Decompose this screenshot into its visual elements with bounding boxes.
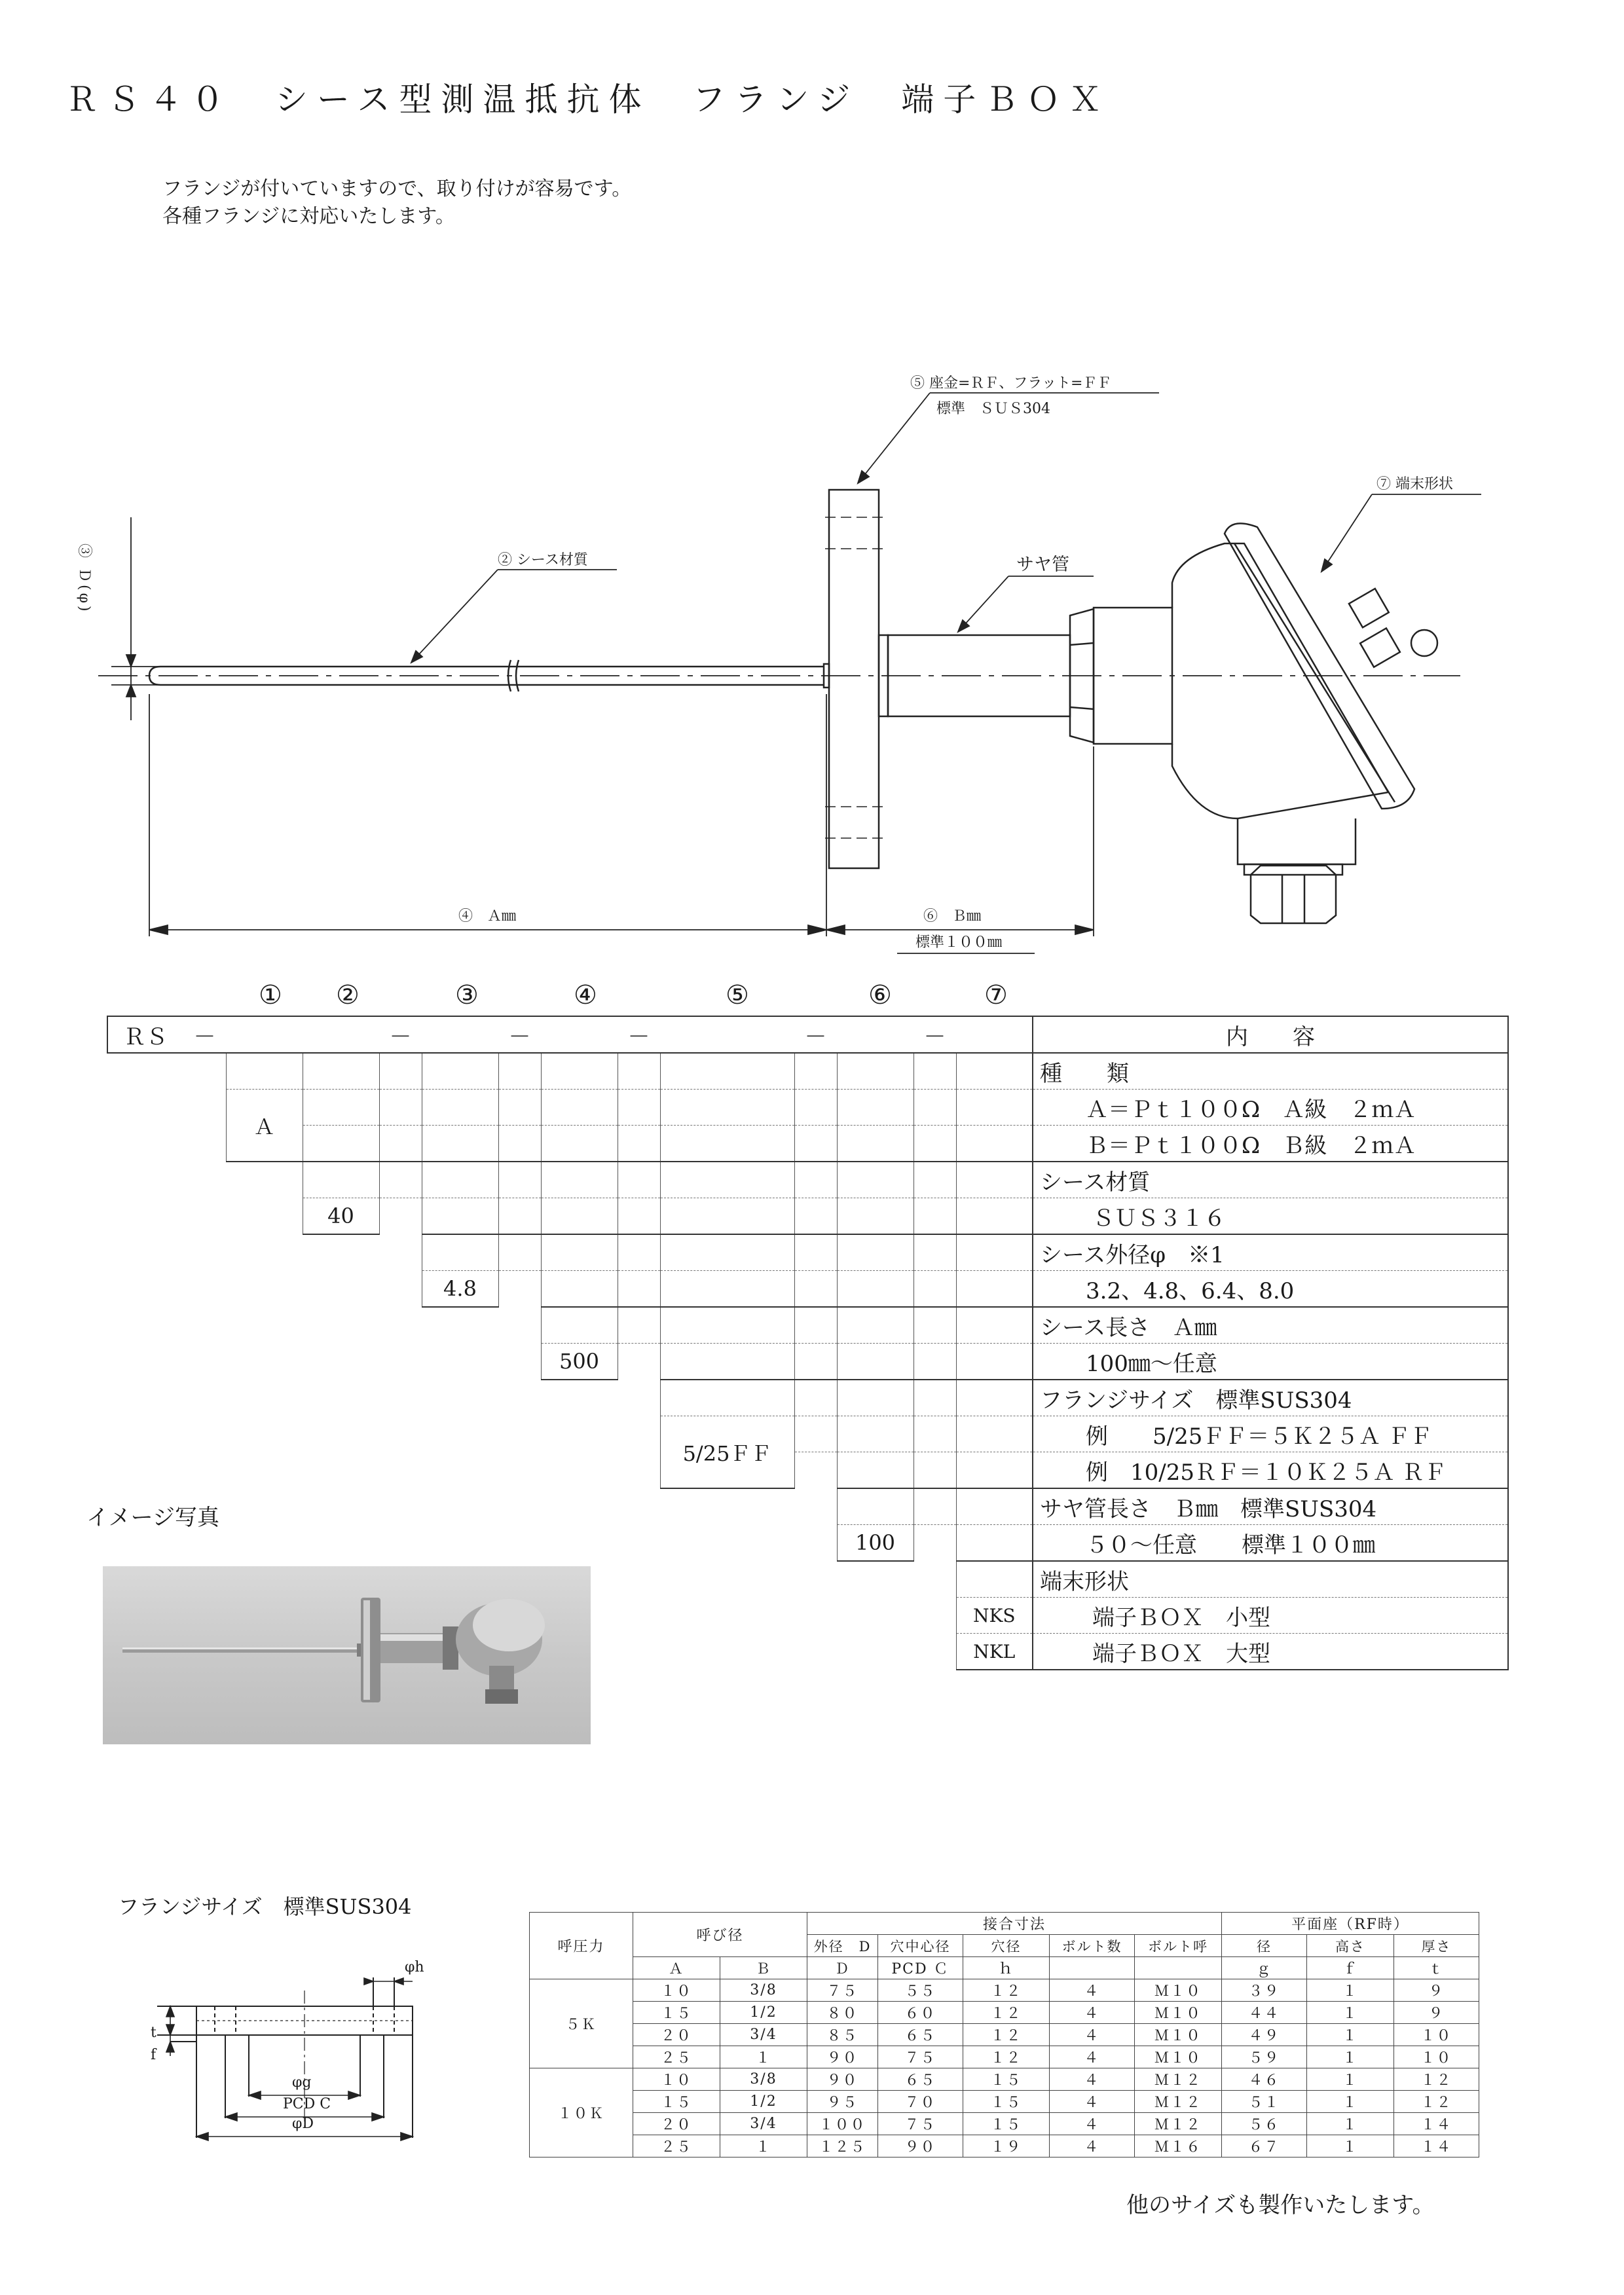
footnote: 他のサイズも製作いたします。	[1126, 2192, 1435, 2218]
table-cell: １	[1307, 2091, 1394, 2113]
table-cell: １	[1307, 2135, 1394, 2157]
header-pressure: 呼圧力	[530, 1913, 633, 1979]
col-number: ④	[574, 980, 597, 1010]
table-cell: ９５	[807, 2091, 878, 2113]
col-name: 径	[1222, 1935, 1307, 1957]
table-cell: ５６	[1222, 2113, 1307, 2135]
table-cell: ９０	[807, 2068, 878, 2091]
col-sym: ｆ	[1307, 1957, 1394, 1979]
col-number: ③	[455, 980, 479, 1010]
code-dash: －	[618, 1016, 660, 1053]
diagram-phi-g: φg	[292, 2074, 312, 2091]
table-cell: ５５	[878, 1979, 963, 2002]
table-cell: ６０	[878, 2002, 963, 2024]
table-cell: １	[1307, 2046, 1394, 2068]
col-sym: PCD Ｃ	[878, 1957, 963, 1979]
col-sym	[1135, 1957, 1222, 1979]
table-cell: １	[720, 2135, 807, 2157]
table-cell: Ｍ１２	[1135, 2091, 1222, 2113]
table-cell: ２０	[633, 2024, 720, 2046]
table-cell: １４	[1394, 2113, 1479, 2135]
table-row	[530, 2135, 1479, 2157]
table-cell: ４	[1050, 2113, 1135, 2135]
table-cell: ９０	[878, 2135, 963, 2157]
table-cell: 3/8	[720, 1979, 807, 2002]
table-cell: ４	[1050, 2068, 1135, 2091]
table-row	[530, 2002, 1479, 2024]
pressure-class: １０Ｋ	[530, 2068, 633, 2157]
table-row	[530, 2068, 1479, 2091]
diagram-phi-h: φh	[405, 1959, 424, 1975]
table-cell: ９	[1394, 1979, 1479, 2002]
table-cell: １２	[963, 2046, 1050, 2068]
example-value: 4.8	[422, 1271, 498, 1308]
code-dash: －	[794, 1016, 837, 1053]
section-title: シース長さ Ａ㎜	[1033, 1307, 1508, 1344]
table-cell: １５	[963, 2113, 1050, 2135]
table-cell: Ｍ１０	[1135, 2024, 1222, 2046]
table-cell: １	[1307, 2024, 1394, 2046]
section-line: ５０～任意 標準１００㎜	[1033, 1525, 1508, 1562]
table-cell: ２５	[633, 2135, 720, 2157]
table-cell: ８０	[807, 2002, 878, 2024]
col-number: ⑥	[868, 980, 892, 1010]
table-cell: ６５	[878, 2068, 963, 2091]
col-sym: Ｄ	[807, 1957, 878, 1979]
table-cell: １０	[633, 1979, 720, 2002]
table-cell: ４４	[1222, 2002, 1307, 2024]
table-cell: １２５	[807, 2135, 878, 2157]
table-cell: １２	[963, 2002, 1050, 2024]
table-cell: ５１	[1222, 2091, 1307, 2113]
flange-diagram	[118, 1958, 511, 2154]
code-dash: －	[183, 1016, 226, 1053]
col-name: ボルト呼	[1135, 1935, 1222, 1957]
table-cell: ７０	[878, 2091, 963, 2113]
table-row	[530, 2024, 1479, 2046]
table-cell: ９０	[807, 2046, 878, 2068]
code-dash: －	[379, 1016, 422, 1053]
table-cell: ９	[1394, 2002, 1479, 2024]
table-cell: ５９	[1222, 2046, 1307, 2068]
label-seat-std: 標準 ＳＵＳ304	[936, 401, 1050, 417]
header-raised: 平面座（RF時）	[1222, 1913, 1479, 1935]
table-cell: ７５	[878, 2113, 963, 2135]
col-number: ⑤	[726, 980, 749, 1010]
table-cell: １００	[807, 2113, 878, 2135]
table-cell: １	[720, 2046, 807, 2068]
table-cell: ２５	[633, 2046, 720, 2068]
section-line: ＳＵＳ３１６	[1033, 1198, 1508, 1235]
section-title: サヤ管長さ Ｂ㎜ 標準SUS304	[1033, 1488, 1508, 1525]
table-cell: １４	[1394, 2135, 1479, 2157]
table-row	[530, 2113, 1479, 2135]
table-cell: 3/4	[720, 2113, 807, 2135]
desc-header: 内 容	[1033, 1016, 1508, 1053]
table-cell: ４６	[1222, 2068, 1307, 2091]
option-code: NKS	[956, 1598, 1033, 1634]
col-name: ボルト数	[1050, 1935, 1135, 1957]
table-cell: ２０	[633, 2113, 720, 2135]
table-cell: ６７	[1222, 2135, 1307, 2157]
col-number: ①	[259, 980, 282, 1010]
table-cell: １０	[1394, 2024, 1479, 2046]
table-cell: １	[1307, 2113, 1394, 2135]
table-cell: ７５	[807, 1979, 878, 2002]
code-dash: －	[498, 1016, 541, 1053]
section-title: フランジサイズ 標準SUS304	[1033, 1380, 1508, 1416]
code-prefix: ＲＳ	[107, 1016, 183, 1053]
label-sheath-material: ② シース材質	[498, 552, 588, 568]
col-sym: ｔ	[1394, 1957, 1479, 1979]
col-number: ②	[336, 980, 360, 1010]
col-name: 厚さ	[1394, 1935, 1479, 1957]
table-cell: Ｍ１６	[1135, 2135, 1222, 2157]
table-cell: ６５	[878, 2024, 963, 2046]
option-text: 端子ＢＯＸ 大型	[1033, 1634, 1508, 1670]
section-title: シース外径φ ※1	[1033, 1234, 1508, 1271]
table-cell: １５	[963, 2068, 1050, 2091]
table-row	[530, 2046, 1479, 2068]
table-cell: １	[1307, 1979, 1394, 2002]
section-title: 種 類	[1033, 1053, 1508, 1090]
table-cell: １０	[633, 2068, 720, 2091]
col-sym: Ｂ	[720, 1957, 807, 1979]
table-cell: Ｍ１２	[1135, 2113, 1222, 2135]
table-cell: １０	[1394, 2046, 1479, 2068]
label-b-standard: 標準１００㎜	[915, 934, 1003, 951]
table-cell: １	[1307, 2068, 1394, 2091]
example-value: 500	[541, 1344, 618, 1380]
section-line: Ｂ＝Ｐｔ１００Ω Ｂ級 ２ｍＡ	[1033, 1126, 1508, 1162]
table-cell: ４	[1050, 1979, 1135, 2002]
diagram-f: f	[151, 2047, 157, 2063]
table-row	[530, 2091, 1479, 2113]
flange-section-title: フランジサイズ 標準SUS304	[118, 1894, 412, 1919]
intro-line-2: 各種フランジに対応いたします。	[162, 205, 455, 228]
table-row	[530, 1979, 1479, 2002]
example-value: 40	[303, 1198, 379, 1235]
table-cell: ７５	[878, 2046, 963, 2068]
diagram-pcd: PCD C	[283, 2096, 331, 2112]
table-cell: ８５	[807, 2024, 878, 2046]
col-number: ⑦	[984, 980, 1008, 1010]
table-cell: 1/2	[720, 2002, 807, 2024]
label-terminal: ⑦ 端末形状	[1376, 476, 1453, 492]
table-cell: Ｍ１０	[1135, 2046, 1222, 2068]
table-cell: ４９	[1222, 2024, 1307, 2046]
table-cell: １２	[963, 1979, 1050, 2002]
table-cell: ４	[1050, 2046, 1135, 2068]
table-cell: １	[1307, 2002, 1394, 2024]
label-sheath-diameter: ③ Ｄ(φ)	[76, 543, 92, 614]
product-photo	[103, 1566, 591, 1744]
label-b-dimension: ⑥ Ｂ㎜	[923, 908, 982, 925]
option-code: NKL	[956, 1634, 1033, 1670]
section-line: 3.2、4.8、6.4、8.0	[1033, 1271, 1508, 1308]
photo-label: イメージ写真	[86, 1505, 219, 1531]
header-dims: 接合寸法	[807, 1913, 1222, 1935]
table-cell: 3/4	[720, 2024, 807, 2046]
diagram-t: t	[151, 2025, 157, 2041]
table-cell: ４	[1050, 2002, 1135, 2024]
table-cell: 1/2	[720, 2091, 807, 2113]
section-line: 例 10/25ＲＦ＝１０Ｋ２５Ａ ＲＦ	[1033, 1452, 1508, 1489]
col-name: 外径 D	[807, 1935, 878, 1957]
table-cell: １５	[963, 2091, 1050, 2113]
technical-drawing	[0, 354, 1624, 1008]
label-saya: サヤ管	[1016, 555, 1069, 575]
table-cell: Ｍ１０	[1135, 2002, 1222, 2024]
label-seat: ⑤ 座金=ＲＦ、フラット=ＦＦ	[910, 375, 1112, 392]
label-a-dimension: ④ Ａ㎜	[458, 908, 517, 925]
section-line: Ａ＝Ｐｔ１００Ω Ａ級 ２ｍＡ	[1033, 1090, 1508, 1126]
table-cell: １９	[963, 2135, 1050, 2157]
pressure-class: ５Ｋ	[530, 1979, 633, 2068]
table-cell: ４	[1050, 2024, 1135, 2046]
intro-line-1: フランジが付いていますので、取り付けが容易です。	[162, 177, 632, 200]
table-cell: ４	[1050, 2135, 1135, 2157]
section-line: 100㎜～任意	[1033, 1344, 1508, 1380]
table-cell: １２	[963, 2024, 1050, 2046]
table-cell: １２	[1394, 2091, 1479, 2113]
section-title: 端末形状	[1033, 1561, 1508, 1598]
header-nominal: 呼び径	[633, 1913, 807, 1957]
col-sym	[1050, 1957, 1135, 1979]
flange-size-table	[529, 1912, 1479, 2157]
col-sym: Ａ	[633, 1957, 720, 1979]
table-cell: Ｍ１０	[1135, 1979, 1222, 2002]
section-title: シース材質	[1033, 1162, 1508, 1198]
table-cell: １５	[633, 2002, 720, 2024]
col-sym: ｇ	[1222, 1957, 1307, 1979]
example-value: 100	[837, 1525, 913, 1562]
col-name: 穴径	[963, 1935, 1050, 1957]
code-dash: －	[913, 1016, 956, 1053]
col-name: 高さ	[1307, 1935, 1394, 1957]
section-line: 例 5/25ＦＦ＝５Ｋ２５Ａ ＦＦ	[1033, 1416, 1508, 1452]
table-cell: ４	[1050, 2091, 1135, 2113]
table-cell: １５	[633, 2091, 720, 2113]
table-cell: 3/8	[720, 2068, 807, 2091]
col-name: 穴中心径	[878, 1935, 963, 1957]
table-cell: Ｍ１２	[1135, 2068, 1222, 2091]
table-cell: １２	[1394, 2068, 1479, 2091]
col-sym: ｈ	[963, 1957, 1050, 1979]
diagram-phi-d: φD	[292, 2116, 314, 2132]
example-value: 5/25ＦＦ	[660, 1416, 794, 1489]
option-text: 端子ＢＯＸ 小型	[1033, 1598, 1508, 1634]
flange-table-body	[530, 1979, 1479, 2157]
example-value: Ａ	[226, 1090, 303, 1162]
page-title: ＲＳ４０ シース型測温抵抗体 フランジ 端子ＢＯＸ	[65, 81, 1111, 119]
table-cell: ３９	[1222, 1979, 1307, 2002]
